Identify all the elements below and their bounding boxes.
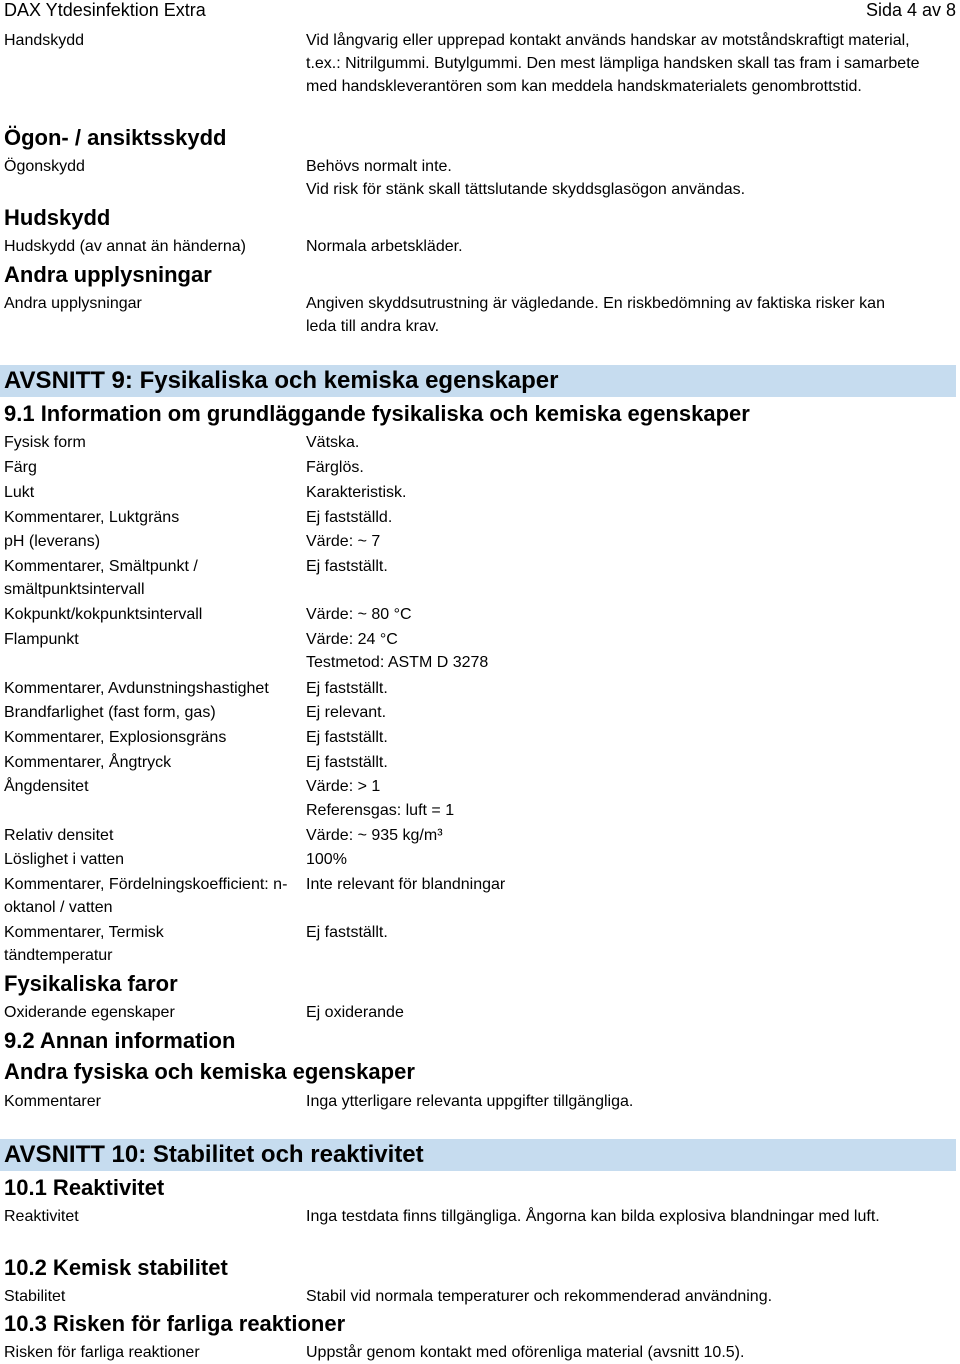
section-10-title: AVSNITT 10: Stabilitet och reaktivitet <box>4 1141 424 1168</box>
property-value-secondary: Testmetod: ASTM D 3278 <box>306 654 489 671</box>
other-info-value: Angiven skyddsutrustning är vägledande. En riskbedömning av faktiska risker kan leda till andra krav. <box>306 295 885 335</box>
section-9-title: AVSNITT 9: Fysikaliska och kemiska egenskaper <box>4 367 559 394</box>
property-label: Relativ densitet <box>4 827 114 844</box>
property-value: Ej fastställt. <box>306 680 388 697</box>
property-label: Kommentarer, Avdunstningshastighet <box>4 680 269 697</box>
property-label: Kokpunkt/kokpunktsintervall <box>4 606 203 623</box>
property-label: Flampunkt <box>4 631 79 648</box>
property-value: Karakteristisk. <box>306 484 407 501</box>
property-value: 100% <box>306 851 347 868</box>
skin-protection-heading: Hudskydd <box>4 205 111 230</box>
property-label: Lukt <box>4 484 35 501</box>
property-label: Brandfarlighet (fast form, gas) <box>4 704 216 721</box>
comment-value: Inga ytterligare relevanta uppgifter tillgängliga. <box>306 1093 634 1110</box>
eye-protection-value-1: Behövs normalt inte. <box>306 158 452 175</box>
stability-value: Stabil vid normala temperaturer och rekommenderad användning. <box>306 1288 773 1305</box>
property-value: Ej relevant. <box>306 704 387 721</box>
property-value: Värde: ~ 80 °C <box>306 606 412 623</box>
section-10-3-heading: 10.3 Risken för farliga reaktioner <box>4 1311 346 1336</box>
other-properties-heading: Andra fysiska och kemiska egenskaper <box>4 1059 415 1084</box>
section-9-2-heading: 9.2 Annan information <box>4 1028 236 1053</box>
section-10-band <box>0 1139 956 1171</box>
property-label: pH (leverans) <box>4 533 101 550</box>
reactivity-value: Inga testdata finns tillgängliga. Ångorna kan bilda explosiva blandningar med luft. <box>306 1208 880 1225</box>
property-value: Ej fastställt. <box>306 729 388 746</box>
property-value: Färglös. <box>306 459 364 476</box>
property-label: Kommentarer, Fördelningskoefficient: n-oktanol / vatten <box>4 876 288 916</box>
oxidizing-value: Ej oxiderande <box>306 1004 404 1021</box>
page-number: Sida 4 av 8 <box>865 0 956 20</box>
property-value: Ej fastställt. <box>306 924 388 941</box>
property-label: Ångdensitet <box>4 778 89 795</box>
reactivity-label: Reaktivitet <box>4 1208 79 1225</box>
eye-protection-label: Ögonskydd <box>4 158 85 175</box>
property-value: Värde: > 1 <box>306 778 381 795</box>
property-value: Ej fastställt. <box>306 754 388 771</box>
property-value: Värde: ~ 7 <box>306 533 381 550</box>
property-label: Kommentarer, Luktgräns <box>4 509 180 526</box>
section-10-1-heading: 10.1 Reaktivitet <box>4 1175 165 1200</box>
other-info-label: Andra upplysningar <box>4 295 142 312</box>
property-label: Färg <box>4 459 37 476</box>
eye-protection-value-2: Vid risk för stänk skall tättslutande skyddsglasögon användas. <box>306 181 746 198</box>
property-value: Inte relevant för blandningar <box>306 876 506 893</box>
property-label: Kommentarer, Ångtryck <box>4 754 172 771</box>
hand-protection-label: Handskydd <box>4 32 85 49</box>
property-value: Vätska. <box>306 434 360 451</box>
property-value-secondary: Referensgas: luft = 1 <box>306 802 455 819</box>
section-10-2-heading: 10.2 Kemisk stabilitet <box>4 1255 228 1280</box>
property-value: Ej fastställd. <box>306 509 393 526</box>
property-label: Kommentarer, Smältpunkt / smältpunktsintervall <box>4 558 198 598</box>
property-value: Ej fastställt. <box>306 558 388 575</box>
skin-protection-label: Hudskydd (av annat än händerna) <box>4 238 246 255</box>
comment-label: Kommentarer <box>4 1093 101 1110</box>
property-value: Värde: ~ 935 kg/m³ <box>306 827 443 844</box>
eye-protection-heading: Ögon- / ansiktsskydd <box>4 125 227 150</box>
skin-protection-value: Normala arbetskläder. <box>306 238 463 255</box>
hazardous-reactions-value: Uppstår genom kontakt med oförenliga material (avsnitt 10.5). <box>306 1344 745 1361</box>
hazardous-reactions-label: Risken för farliga reaktioner <box>4 1344 200 1361</box>
other-info-heading: Andra upplysningar <box>4 262 212 287</box>
document-title: DAX Ytdesinfektion Extra <box>4 0 206 20</box>
stability-label: Stabilitet <box>4 1288 66 1305</box>
property-label: Kommentarer, Explosionsgräns <box>4 729 227 746</box>
property-label: Löslighet i vatten <box>4 851 125 868</box>
hand-protection-value: Vid långvarig eller upprepad kontakt används handskar av motståndskraftigt material, t.ex.: Nitrilgummi. Butylgummi. Den mest lämpliga handsken skall tas fram i samarbete med handskleverantören som kan meddela handskmaterialets genombrottstid. <box>306 32 920 95</box>
oxidizing-label: Oxiderande egenskaper <box>4 1004 175 1021</box>
section-9-1-heading: 9.1 Information om grundläggande fysikaliska och kemiska egenskaper <box>4 401 750 426</box>
property-label: Fysisk form <box>4 434 86 451</box>
physical-hazards-heading: Fysikaliska faror <box>4 971 178 996</box>
property-label: Kommentarer, Termisk tändtemperatur <box>4 924 164 964</box>
property-value: Värde: 24 °C <box>306 631 398 648</box>
section-9-band <box>0 365 956 397</box>
